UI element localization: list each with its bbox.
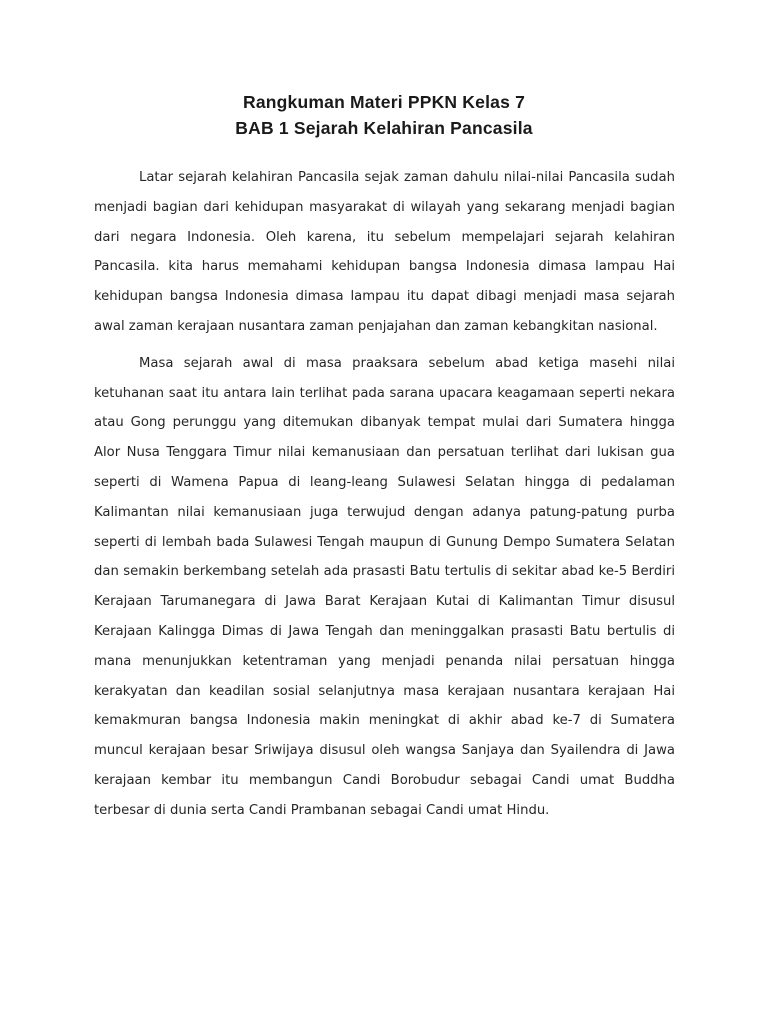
document-body xyxy=(94,163,675,833)
document-subtitle: BAB 1 Sejarah Kelahiran Pancasila xyxy=(235,118,533,138)
paragraph: Latar sejarah kelahiran Pancasila sejak zaman dahulu nilai-nilai Pancasila sudah menjadi bagian dari kehidupan masyarakat di wilayah yang sekarang menjadi bagian dari negara Indonesia. Oleh karena, itu sebelum mempelajari sejarah kelahiran Pancasila. kita harus memahami kehidupan bangsa Indonesia dimasa lampau Hai kehidupan bangsa Indonesia dimasa lampau itu dapat dibagi menjadi masa sejarah awal zaman kerajaan nusantara zaman penjajahan dan zaman kebangkitan nasional. xyxy=(94,170,675,334)
document-title: Rangkuman Materi PPKN Kelas 7 xyxy=(243,92,525,112)
document-header xyxy=(0,89,768,141)
paragraph: Masa sejarah awal di masa praaksara sebelum abad ketiga masehi nilai ketuhanan saat itu antara lain terlihat pada sarana upacara keagamaan seperti nekara atau Gong perunggu yang ditemukan dibanyak tempat mulai dari Sumatera hingga Alor Nusa Tenggara Timur nilai kemanusiaan dan persatuan terlihat dari lukisan gua seperti di Wamena Papua di leang-leang Sulawesi Selatan hingga di pedalaman Kalimantan nilai kemanusiaan juga terwujud dengan adanya patung-patung purba seperti di lembah bada Sulawesi Tengah maupun di Gunung Dempo Sumatera Selatan dan semakin berkembang setelah ada prasasti Batu tertulis di sekitar abad ke-5 Berdiri Kerajaan Tarumanegara di Jawa Barat Kerajaan Kutai di Kalimantan Timur disusul Kerajaan Kalingga Dimas di Jawa Tengah dan meninggalkan prasasti Batu bertulis di mana menunjukkan ketentraman yang menjadi penanda nilai persatuan hingga kerakyatan dan keadilan sosial selanjutnya masa kerajaan nusantara kerajaan Hai kemakmuran bangsa Indonesia makin meningkat di akhir abad ke-7 di Sumatera muncul kerajaan besar Sriwijaya disusul oleh wangsa Sanjaya dan Syailendra di Jawa kerajaan kembar itu membangun Candi Borobudur sebagai Candi umat Buddha terbesar di dunia serta Candi Prambanan sebagai Candi umat Hindu. xyxy=(94,355,675,818)
